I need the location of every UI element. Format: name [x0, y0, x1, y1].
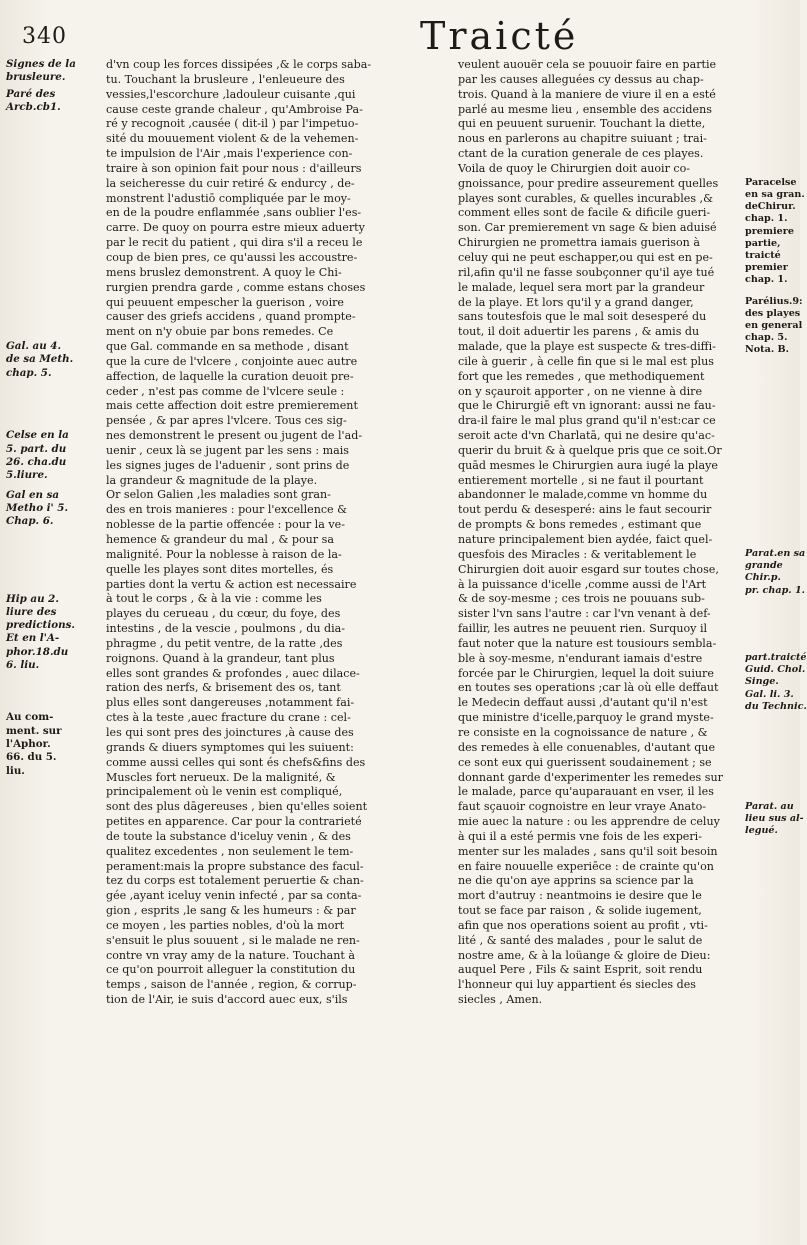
text-line: coup de bien pres, ce qu'aussi les accoustre- — [106, 250, 358, 264]
text-line: les qui sont pres des joinctures ,à cause des — [106, 725, 354, 739]
text-line: veulent auouër cela se pouuoir faire en partie — [458, 58, 717, 71]
text-line: d'vn coup les forces dissipées ,& le corps saba- — [106, 58, 372, 71]
text-line: en de la poudre enflammée ,sans oublier l'es- — [106, 206, 362, 220]
text-line: affection, de laquelle la curation deuoit pre- — [106, 369, 354, 383]
text-line: qui en peuuent suruenir. Touchant la diette, — [458, 117, 706, 131]
text-line: qui peuuent empescher la guerison , voire — [106, 295, 344, 309]
text-line: roignons. Quand à la grandeur, tant plus — [106, 651, 335, 665]
margin-note-line: chap. 5. — [6, 366, 52, 379]
margin-note-line: Gal en sa — [6, 488, 60, 501]
text-line: ce qu'on pourroit alleguer la constitution du — [106, 963, 356, 977]
text-line: lité , & santé des malades , pour le salut de — [458, 933, 703, 947]
margin-note-line: liure des — [6, 605, 57, 618]
text-line: petites en apparence. Car pour la contrarieté — [106, 815, 362, 829]
text-line: elles sont grandes & profondes , auec dilace- — [106, 666, 360, 680]
text-line: ne die qu'on aye apprins sa science par la — [458, 874, 694, 888]
text-line: ment on n'y obuie par bons remedes. Ce — [106, 325, 334, 339]
text-line: ration des nerfs, & brisement des os, tant — [106, 681, 341, 695]
text-line: son. Car premierement vn sage & bien aduisé — [458, 221, 717, 235]
text-line: nous en parlerons au chapitre suiuant ; trai- — [458, 132, 707, 146]
text-line: grands & diuers symptomes qui les suiuent: — [106, 740, 354, 754]
text-line: qualitez excedentes , non seulement le tem- — [106, 844, 354, 858]
text-line: trois. Quand à la maniere de viure il en a esté — [458, 87, 716, 101]
text-line: ble à soy-mesme, n'endurant iamais d'estre — [458, 651, 703, 665]
text-line: uenir , ceux là se jugent par les sens : mais — [106, 443, 349, 457]
margin-note-line: en general — [745, 320, 803, 331]
margin-note-line: Celse en la — [6, 429, 69, 442]
text-line: comme aussi celles qui sont és chefs&fins des — [106, 755, 366, 769]
text-line: ctes à la teste ,auec fracture du crane : cel- — [106, 711, 351, 725]
text-line: gnoissance, pour predire asseurement quelles — [458, 176, 719, 190]
text-line: auquel Pere , Fils & saint Esprit, soit rendu — [458, 963, 703, 977]
text-line: en faire nouuelle experiēce : de crainte qu'on — [458, 859, 714, 873]
text-line: nostre ame, & à la loüange & gloire de Dieu: — [458, 948, 711, 962]
text-line: des en trois manieres : pour l'excellence & — [106, 503, 348, 517]
text-line: tout, il doit aduertir les parens , & amis du — [458, 325, 700, 339]
margin-note-line: pr. chap. 1. — [745, 584, 805, 596]
text-line: à la puissance d'icelle ,comme aussi de l'Art — [458, 577, 707, 591]
text-line: tu. Touchant la brusleure , l'enleueure des — [106, 72, 345, 86]
text-line: intestins , de la vescie , poulmons , du dia- — [106, 622, 346, 636]
text-line: le malade, parce qu'auparauant en vser, il les — [458, 785, 714, 799]
text-line: tout se face par raison , & solide iugement, — [458, 904, 702, 918]
text-line: ceder , n'est pas comme de l'vlcere seule : — [106, 384, 345, 398]
margin-note-line: brusleure. — [6, 71, 66, 84]
margin-note-line: predictions. — [6, 619, 75, 632]
text-line: ctant de la curation generale de ces playes. — [458, 147, 704, 161]
text-line: faut sçauoir cognoistre en leur vraye Anato- — [458, 800, 707, 814]
text-line: dra-il faire le mal plus grand qu'il n'est:car ce — [458, 414, 716, 428]
text-line: phragme , du petit ventre, de la ratte ,des — [106, 636, 343, 650]
text-line: sister l'vn sans l'autre : car l'vn venant à def- — [458, 607, 711, 621]
margin-note-line: Singe. — [745, 676, 779, 688]
margin-note-line: 66. du 5. — [6, 751, 57, 764]
text-line: quelle les playes sont dites mortelles, és — [106, 562, 334, 576]
text-line: hemence & grandeur du mal , & pour sa — [106, 533, 334, 546]
text-line: fort que les remedes , que methodiquement — [458, 369, 705, 383]
margin-note-paracelse — [745, 177, 805, 287]
text-line: que Gal. commande en sa methode , disant — [106, 340, 349, 354]
left-text-column — [106, 58, 448, 1008]
text-line: vessies,l'escorchure ,ladouleur cuisante ,qui — [106, 87, 356, 101]
text-line: de toute la substance d'iceluy venin , & des — [106, 829, 351, 843]
text-line: Voila de quoy le Chirurgien doit auoir co- — [458, 161, 691, 175]
margin-note-line: des playes — [745, 307, 801, 319]
margin-note-line: Et en l'A- — [6, 632, 60, 645]
text-line: noblesse de la partie offencée : pour la ve- — [106, 518, 345, 532]
text-line: la grandeur & magnitude de la playe. — [106, 473, 318, 487]
text-line: mais cette affection doit estre premierement — [106, 399, 358, 413]
text-line: monstrent l'adustiō compliquée par le moy- — [106, 191, 351, 205]
text-line: traire à son opinion fait pour nous : d'ailleurs — [106, 161, 362, 175]
margin-note-line: partie, — [745, 237, 781, 249]
margin-note-parelius — [745, 296, 803, 357]
margin-note-line: chap. 1. — [745, 213, 788, 225]
text-line: afin que nos operations soient au profit , vti- — [458, 918, 708, 932]
margin-note-guid — [745, 652, 807, 713]
text-line: donnant garde d'experimenter les remedes sur — [458, 770, 723, 784]
margin-note-line: Signes de la — [6, 58, 76, 70]
text-line: re consiste en la cognoissance de nature , & — [458, 725, 708, 739]
margin-note-galmeth — [6, 340, 73, 380]
text-line: que le Chirurgiē eft vn ignorant: aussi ne fau- — [458, 399, 716, 413]
text-line: ril,afin qu'il ne fasse soubçonner qu'il aye tué — [458, 265, 715, 279]
margin-note-line: part.traicté — [745, 652, 807, 663]
text-line: entierement mortelle , si ne faut il pourtant — [458, 473, 704, 487]
text-line: le Medecin deffaut aussi ,d'autant qu'il n'est — [458, 696, 708, 710]
text-line: en toutes ses operations ;car là où elle deffaut — [458, 681, 719, 695]
text-line: seroit acte d'vn Charlatā, qui ne desire qu'ac- — [458, 429, 715, 443]
margin-note-line: ment. sur — [6, 724, 62, 737]
text-line: mie auec la nature : ou les apprendre de celuy — [458, 815, 720, 829]
margin-note-line: Hip au 2. — [6, 592, 59, 605]
margin-note-line: l'Aphor. — [6, 737, 51, 750]
text-line: abandonner le malade,comme vn homme du — [458, 488, 708, 502]
text-line: parlé au mesme lieu , ensemble des accidens — [458, 102, 712, 116]
text-line: celuy qui ne peut eschapper,ou qui est en pe- — [458, 250, 713, 264]
text-line: ré y recognoit ,causée ( dit-il ) par l'impetuo- — [106, 117, 359, 131]
text-line: ce sont eux qui guerissent soudainement ; se — [458, 755, 712, 769]
text-line: les signes juges de l'aduenir , sont prins de — [106, 458, 350, 472]
margin-note-line: Metho i' 5. — [6, 501, 69, 514]
text-line: mort d'autruy : neantmoins ie desire que le — [458, 889, 702, 903]
margin-note-pare — [6, 88, 61, 115]
text-line: nes demonstrent le present ou jugent de l'ad- — [106, 429, 363, 443]
margin-note-line: Parat. au — [745, 800, 794, 812]
text-line: playes sont curables, & quelles incurables ,& — [458, 191, 713, 205]
text-line: tez du corps est totalement peruertie & chan- — [106, 874, 364, 888]
margin-note-line: deChirur. — [745, 201, 796, 213]
text-line: tout perdu & desesperé: ains le faut secourir — [458, 503, 712, 517]
text-line: Or selon Galien ,les maladies sont gran- — [106, 488, 331, 502]
margin-note-line: Parat.en sa — [745, 548, 806, 560]
text-line: Muscles fort nerueux. De la malignité, & — [106, 770, 336, 784]
text-line: gion , esprits ,le sang & les humeurs : & par — [106, 904, 356, 918]
text-line: sont des plus dāgereuses , bien qu'elles soient — [106, 800, 368, 814]
margin-note-line: premier — [745, 262, 788, 274]
text-line: tion de l'Air, ie suis d'accord auec eux, s'ils — [106, 993, 348, 1007]
text-line: carre. De quoy on pourra estre mieux aduerty — [106, 221, 365, 235]
margin-note-celse — [6, 429, 69, 482]
right-text-column — [458, 58, 740, 1008]
text-line: sans toutesfois que le mal soit desesperé du — [458, 310, 707, 324]
text-line: faut noter que la nature est tousiours sembla- — [458, 636, 717, 650]
text-line: cile à guerir , à celle fin que si le mal est plus — [458, 354, 714, 368]
margin-note-signes — [6, 58, 76, 85]
text-line: que la cure de l'vlcere , conjointe auec autre — [106, 354, 358, 368]
margin-note-line: Arcb.cb1. — [6, 100, 61, 113]
margin-note-line: de sa Meth. — [6, 353, 74, 366]
margin-note-line: liu. — [6, 764, 25, 777]
margin-note-line: grande — [745, 560, 783, 572]
margin-note-line: chap. 1. — [745, 274, 788, 286]
margin-note-line: en sa gran. — [745, 189, 805, 200]
text-line: rurgien prendra garde , comme estans choses — [106, 280, 366, 294]
text-line: par les causes alleguées cy dessus au chap- — [458, 72, 704, 86]
text-line: des remedes à elle conuenables, d'autant que — [458, 740, 716, 754]
margin-note-aucom — [6, 711, 62, 777]
text-line: playes du cerueau , du cœur, du foye, des — [106, 607, 341, 621]
text-line: forcée par le Chirurgien, lequel la doit suiure — [458, 666, 714, 680]
page-number: 340 — [22, 24, 67, 49]
margin-note-line: du Technic. — [745, 700, 807, 712]
text-line: sité du mouuement violent & de la vehemen- — [106, 132, 359, 146]
margin-note-line: 5. part. du — [6, 442, 67, 455]
margin-note-line: Chap. 6. — [6, 515, 54, 528]
text-line: nature principalement bien aydée, faict quel- — [458, 533, 713, 546]
margin-note-line: 6. liu. — [6, 659, 40, 672]
text-line: querir du bruit & à quelque pris que ce soit.Or — [458, 443, 722, 457]
margin-note-line: Paracelse — [745, 176, 797, 188]
running-title: Traicté — [420, 14, 579, 58]
text-line: quād mesmes le Chirurgien aura iugé la playe — [458, 458, 718, 472]
text-line: parties dont la vertu & action est necessaire — [106, 577, 357, 591]
text-line: menter sur les malades , sans qu'il soit besoin — [458, 844, 718, 858]
text-line: de la playe. Et lors qu'il y a grand danger, — [458, 295, 694, 309]
text-line: te impulsion de l'Air ,mais l'experience con- — [106, 147, 353, 161]
margin-note-line: Paré des — [6, 87, 56, 100]
margin-note-line: chap. 5. — [745, 332, 788, 344]
text-line: siecles , Amen. — [458, 993, 543, 1007]
text-line: faillir, les autres ne peuuent rien. Surquoy il — [458, 622, 708, 636]
text-line: & de soy-mesme ; ces trois ne pouuans sub- — [458, 592, 705, 606]
text-line: causer des griefs accidens , quand prompte- — [106, 310, 356, 324]
text-line: par le recit du patient , qui dira s'il a receu le — [106, 236, 363, 250]
margin-note-line: Guid. Chol. — [745, 664, 806, 676]
margin-note-line: traicté — [745, 250, 781, 262]
text-line: l'honneur qui luy appartient és siecles des — [458, 978, 696, 992]
margin-note-line: Parélius.9: — [745, 295, 803, 307]
text-line: s'ensuit le plus souuent , si le malade ne ren- — [106, 933, 360, 947]
margin-note-line: Gal. li. 3. — [745, 688, 794, 700]
text-line: le malade, lequel sera mort par la grandeur — [458, 280, 705, 294]
margin-note-line: 5.liure. — [6, 469, 48, 482]
text-line: à tout le corps , & à la vie : comme les — [106, 592, 322, 606]
margin-note-parat2 — [745, 801, 804, 838]
text-line: principalement où le venin est compliqué, — [106, 785, 343, 799]
margin-note-parat — [745, 548, 805, 597]
margin-note-line: Chir.p. — [745, 572, 781, 584]
text-line: gée ,ayant iceluy venin infecté , par sa conta- — [106, 889, 362, 903]
margin-note-line: lieu sus al- — [745, 812, 804, 824]
margin-note-line: 26. cha.du — [6, 455, 67, 468]
text-line: Chirurgien doit auoir esgard sur toutes chose, — [458, 562, 719, 576]
text-line: malade, que la playe est suspecte & tres-diffi- — [458, 340, 716, 354]
text-line: plus elles sont dangereuses ,notamment fai- — [106, 696, 355, 710]
text-line: à qui il a esté permis vne fois de les experi- — [458, 829, 702, 843]
text-line: comment elles sont de facile & dificile gueri- — [458, 206, 711, 220]
margin-note-line: Nota. B. — [745, 344, 789, 356]
text-line: pensée , & par apres l'vlcere. Tous ces sig- — [106, 414, 347, 428]
margin-note-line: Gal. au 4. — [6, 340, 62, 353]
text-line: perament:mais la propre substance des facul- — [106, 859, 364, 873]
text-line: malignité. Pour la noblesse à raison de la- — [106, 547, 342, 561]
text-line: que ministre d'icelle,parquoy le grand myste- — [458, 711, 714, 725]
text-line: temps , saison de l'année , region, & corrup- — [106, 978, 357, 992]
margin-note-line: legué. — [745, 824, 778, 836]
text-line: ce moyen , les parties nobles, d'où la mort — [106, 918, 345, 932]
text-line: quesfois des Miracles : & veritablement le — [458, 547, 697, 561]
margin-note-line: phor.18.du — [6, 645, 69, 658]
margin-note-line: Au com- — [6, 711, 54, 724]
margin-note-line: premiere — [745, 225, 794, 237]
text-line: la seicheresse du cuir retiré & endurcy , de- — [106, 176, 355, 190]
text-line: de prompts & bons remedes , estimant que — [458, 518, 702, 532]
text-line: mens bruslez demonstrent. A quoy le Chi- — [106, 265, 342, 279]
text-line: Chirurgien ne promettra iamais guerison à — [458, 236, 700, 250]
text-line: on y sçauroit apporter , on ne vienne à dire — [458, 384, 703, 398]
text-line: cause ceste grande chaleur , qu'Ambroise Pa- — [106, 102, 363, 116]
margin-note-hip — [6, 593, 75, 673]
margin-note-galmetho — [6, 489, 68, 529]
text-line: contre vn vray amy de la nature. Touchant à — [106, 948, 355, 962]
page-header — [0, 14, 800, 58]
